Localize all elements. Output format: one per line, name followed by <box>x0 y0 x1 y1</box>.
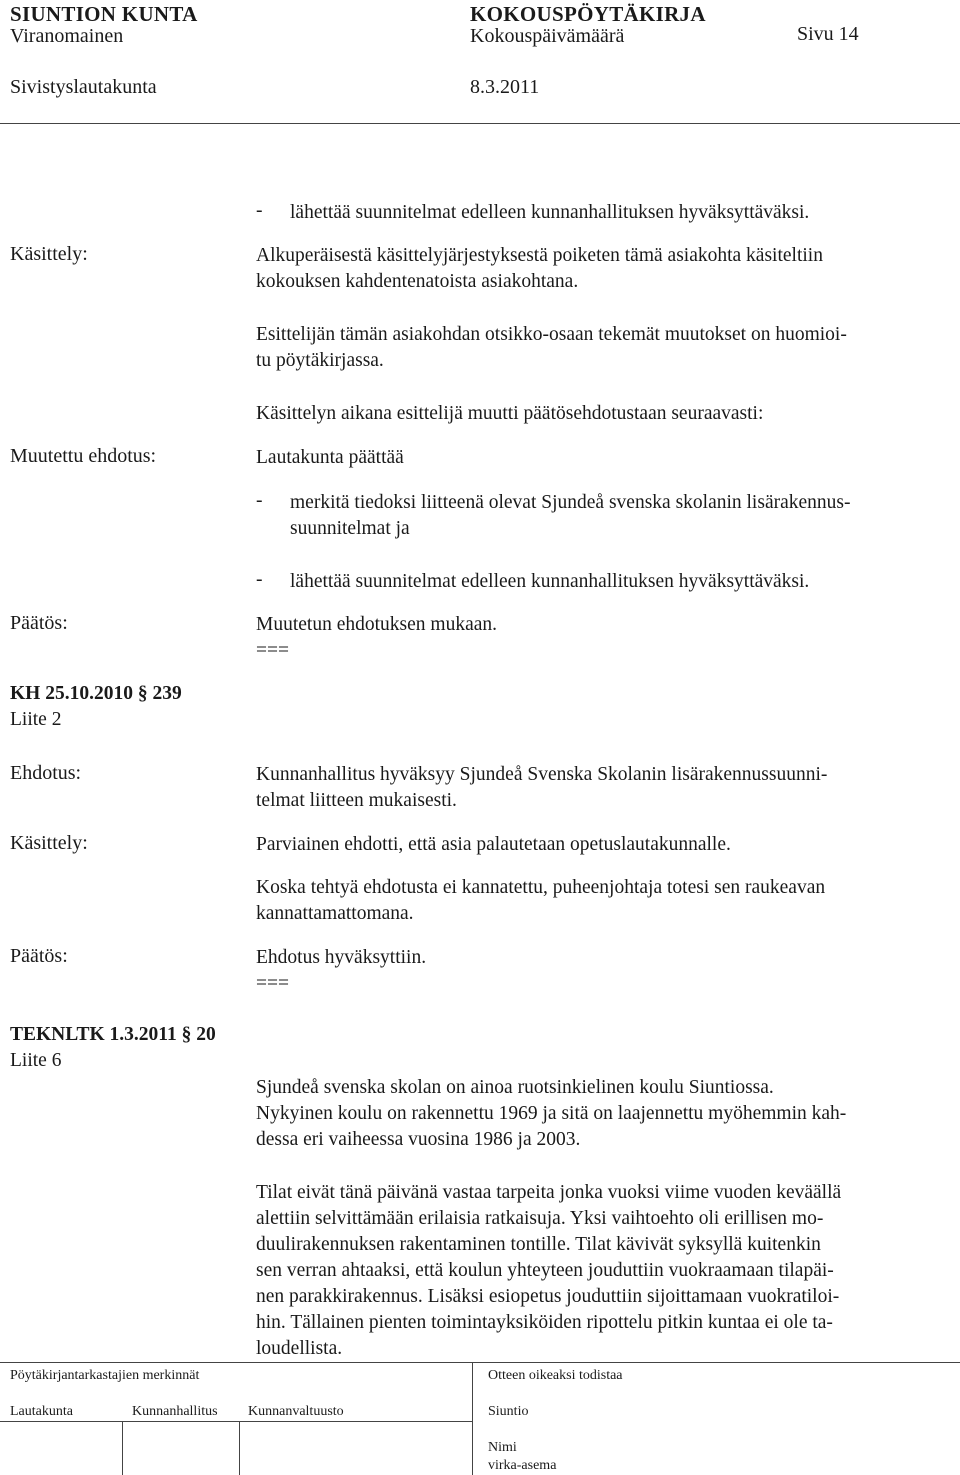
kh-ehdotus-line-2: telmat liitteen mukaisesti. <box>256 790 457 811</box>
meeting-date: 8.3.2011 <box>470 76 540 98</box>
kh-title: KH 25.10.2010 § 239 <box>10 683 182 704</box>
top-bullet: lähettää suunnitelmat edelleen kunnanhallituksen hyväksyttäväksi. <box>290 202 810 223</box>
doc-type: KOKOUSPÖYTÄKIRJA <box>470 2 706 26</box>
teknltk-p2-line: nen parakkirakennus. Lisäksi esiopetus jouduttiin sijoittamaan vuokratiloi- <box>256 1286 840 1307</box>
header-divider <box>0 123 960 124</box>
separator: === <box>256 640 289 661</box>
teknltk-p2-line: alettiin selvittämään erilaisia ratkaisuja. Yksi vaihtoehto oli erillisen mo- <box>256 1208 824 1229</box>
teknltk-p1-line: Sjundeå svenska skolan on ainoa ruotsinkielinen koulu Siuntiossa. <box>256 1077 774 1098</box>
kasittely-line-2: kokouksen kahdentenatoista asiakohtana. <box>256 271 579 292</box>
teknltk-p2-line: loudellista. <box>256 1338 343 1359</box>
footer-cert: Otteen oikeaksi todistaa <box>488 1368 623 1383</box>
muutettu-text: Lautakunta päättää <box>256 447 404 468</box>
footer-mid-line <box>0 1421 472 1422</box>
footer-kunnanhallitus: Kunnanhallitus <box>132 1404 218 1419</box>
page-number: Sivu 14 <box>797 23 859 45</box>
kh-ehdotus-line-1: Kunnanhallitus hyväksyy Sjundeå Svenska Skolanin lisärakennussuunni- <box>256 764 828 785</box>
org-name: SIUNTION KUNTA <box>10 2 198 26</box>
authority-label: Viranomainen <box>10 25 124 47</box>
label-muutettu: Muutettu ehdotus: <box>10 445 157 467</box>
teknltk-p2-line: duulirakennuksen rakentaminen tontille. Tilat kävivät syksyllä kuitenkin <box>256 1234 821 1255</box>
kasittely-line-3: Esittelijän tämän asiakohdan otsikko-osaan tekemät muutokset on huomioi- <box>256 324 847 345</box>
teknltk-p1-line: dessa eri vaiheessa vuosina 1986 ja 2003. <box>256 1129 581 1150</box>
teknltk-liite: Liite 6 <box>10 1050 62 1071</box>
footer-place: Siuntio <box>488 1404 529 1419</box>
footer-divider <box>472 1362 473 1475</box>
label-paatos: Päätös: <box>10 945 68 967</box>
bullet-dash: - <box>256 490 263 511</box>
teknltk-p2-line: hin. Tällainen pienten toimintayksiköiden ripottelu pitkin kuntaa ei ole ta- <box>256 1312 833 1333</box>
bullet-1-line-1: merkitä tiedoksi liitteenä olevat Sjundeå svenska skolanin lisärakennus- <box>290 492 851 513</box>
kh-liite: Liite 2 <box>10 709 62 730</box>
kasittely-line-5: Käsittelyn aikana esittelijä muutti päätösehdotustaan seuraavasti: <box>256 403 764 424</box>
footer-divider <box>239 1421 240 1475</box>
label-paatos: Päätös: <box>10 612 68 634</box>
footer-lautakunta: Lautakunta <box>10 1404 73 1419</box>
kasittely-line-4: tu pöytäkirjassa. <box>256 350 384 371</box>
footer-title: virka-asema <box>488 1458 557 1473</box>
teknltk-p2-line: Tilat eivät tänä päivänä vastaa tarpeita jonka vuoksi viime vuoden keväällä <box>256 1182 842 1203</box>
date-label: Kokouspäivämäärä <box>470 25 625 47</box>
teknltk-p1-line: Nykyinen koulu on rakennettu 1969 ja sitä on laajennettu myöhemmin kah- <box>256 1103 847 1124</box>
footer-divider <box>122 1421 123 1475</box>
bullet-dash: - <box>256 200 263 221</box>
bullet-1-line-2: suunnitelmat ja <box>290 518 410 539</box>
teknltk-p2-line: sen verran ahtaaksi, että koulun yhteyteen jouduttiin vuokraamaan tilapäi- <box>256 1260 834 1281</box>
kh-paatos-text: Ehdotus hyväksyttiin. <box>256 947 427 968</box>
footer-checkers: Pöytäkirjantarkastajien merkinnät <box>10 1368 200 1383</box>
paatos-text: Muutetun ehdotuksen mukaan. <box>256 614 497 635</box>
footer-name: Nimi <box>488 1440 517 1455</box>
kh-kasittely-line-2: Koska tehtyä ehdotusta ei kannatettu, puheenjohtaja totesi sen raukeavan <box>256 877 826 898</box>
separator: === <box>256 973 289 994</box>
teknltk-title: TEKNLTK 1.3.2011 § 20 <box>10 1024 216 1045</box>
label-ehdotus: Ehdotus: <box>10 762 82 784</box>
label-kasittely: Käsittely: <box>10 243 88 265</box>
kh-kasittely-line-3: kannattamattomana. <box>256 903 414 924</box>
kasittely-line-1: Alkuperäisestä käsittelyjärjestyksestä poiketen tämä asiakohta käsiteltiin <box>256 245 823 266</box>
footer-top-line <box>0 1362 960 1363</box>
bullet-dash: - <box>256 569 263 590</box>
label-kasittely: Käsittely: <box>10 832 88 854</box>
bullet-2: lähettää suunnitelmat edelleen kunnanhallituksen hyväksyttäväksi. <box>290 571 810 592</box>
authority: Sivistyslautakunta <box>10 76 157 98</box>
kh-kasittely-line-1: Parviainen ehdotti, että asia palautetaan opetuslautakunnalle. <box>256 834 731 855</box>
footer-kunnanvaltuusto: Kunnanvaltuusto <box>248 1404 344 1419</box>
